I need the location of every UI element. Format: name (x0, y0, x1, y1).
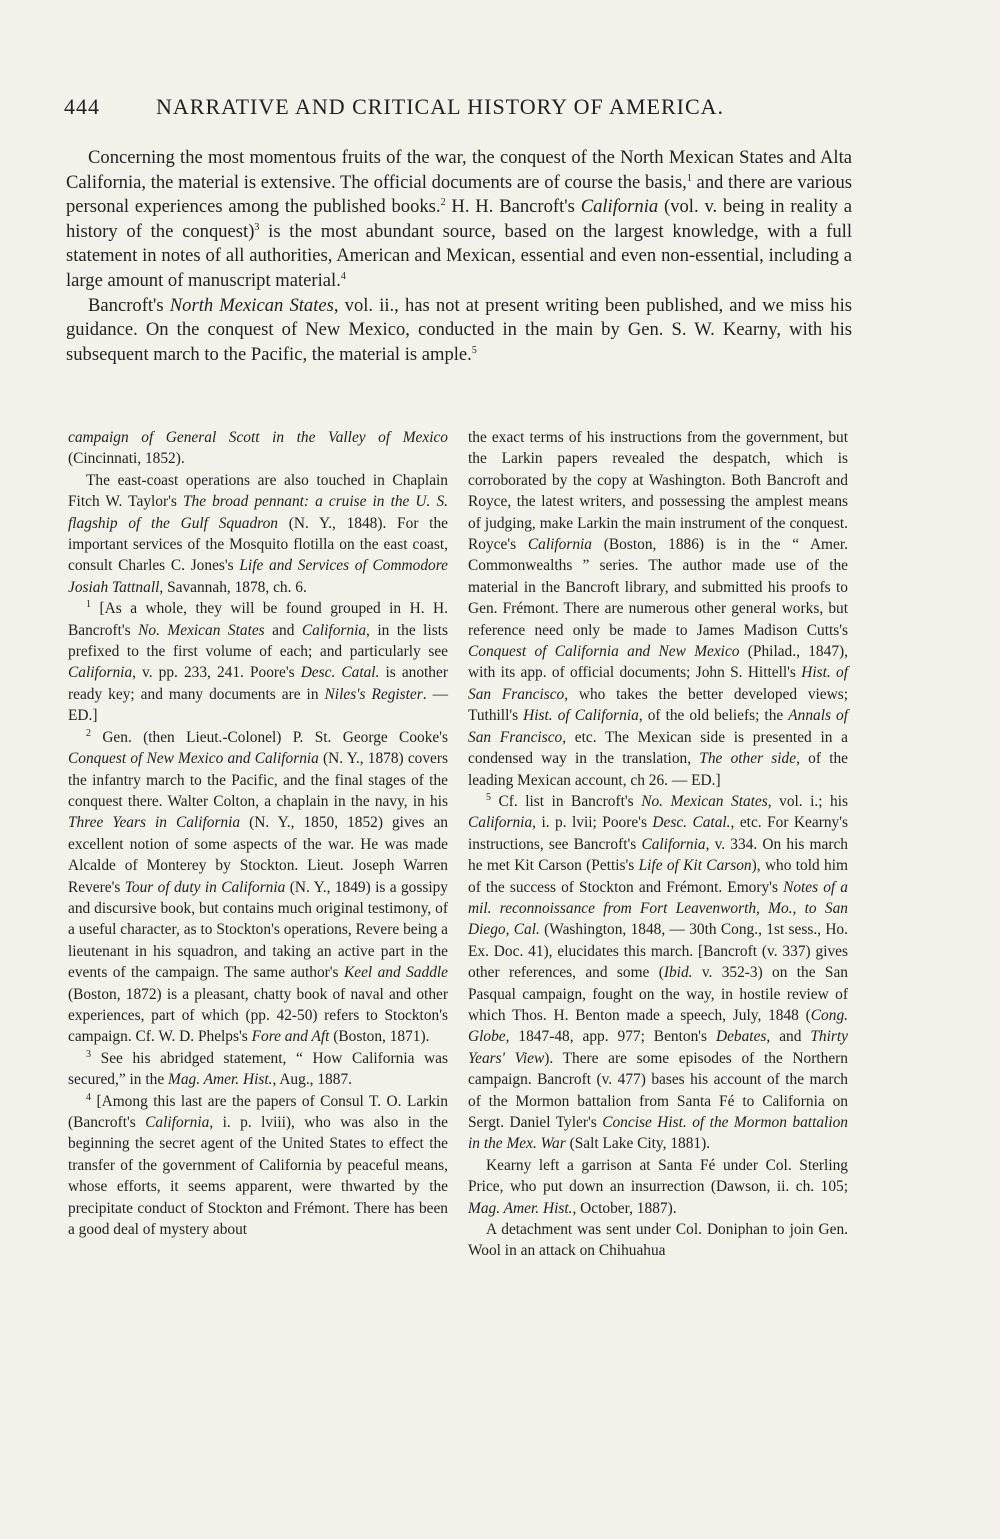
text-run: , i. p. lviii), who was also in the beginning the secret agent of the United States to effect the transfer of the government of California by peaceful means, whose efforts, it seems apparent, were thwarted by the precipitate conduct of Stockton and Frémont. There has been a good deal of mystery about (68, 1114, 448, 1239)
text-run: (N. Y., 1850, 1852) gives an excellent notion of some aspects of the war. He was made Alcalde of Monterey by Stockton. Lieut. Joseph Warren Revere's (68, 814, 449, 896)
text-run: (N. Y., 1848). For the important services of the Mosquito flotilla on the east coast, consult Charles C. Jones's (68, 514, 448, 575)
intro-text (66, 146, 852, 367)
text-run: ). There are some episodes of the Northern campaign. Bancroft (v. 477) bases his account of the march of the Mormon battalion from Santa Fé to California on Sergt. Daniel Tyler's (468, 1049, 848, 1131)
title-italic: Desc. Catal. (652, 814, 731, 832)
text-run: [As a whole, they will be found grouped in H. H. Bancroft's (68, 600, 448, 639)
title-italic: California (641, 835, 706, 853)
text-run: , etc. For Kearny's instructions, see Bancroft's (468, 814, 848, 853)
body-paragraph (468, 1219, 848, 1262)
text-run: Concerning the most momentous fruits of the war, the conquest of the North Mexican States and Alta California, the material is extensive. The official documents are of course the basis, (66, 147, 852, 193)
title-italic: Thirty Years' View (468, 1028, 848, 1067)
title-italic: Three Years in California (68, 814, 241, 832)
text-run: , i. p. lvii; Poore's (532, 814, 653, 832)
text-run: , v. pp. 233, 241. Poore's (132, 664, 301, 682)
text-run: v. 352-3) on the San Pasqual campaign, fought on the way, in hostile review of which Thos. H. Benton made a speech, July, 1848 ( (468, 964, 848, 1024)
text-run: H. H. Bancroft's (445, 196, 581, 218)
text-run: , and (766, 1028, 811, 1046)
text-run: (Boston, 1871). (329, 1028, 430, 1046)
text-run: , v. 334. On his march he met Kit Carson (Pettis's (468, 835, 848, 875)
footnote-5 (468, 791, 848, 1155)
footnote-4 (68, 1091, 448, 1241)
text-run: A detachment was sent under Col. Doniphan to join Gen. Wool in an attack on Chihuahua (468, 1221, 848, 1260)
text-run: Bancroft's (88, 294, 170, 316)
text-run: (Boston, 1886) is in the “ Amer. Commonwealths ” series. The author made use of the material in the Bancroft library, and submitted his proofs to Gen. Frémont. There are numerous other general works, but reference need only be made to James Madison Cutts's (468, 536, 848, 639)
text-run: , October, 1887). (572, 1199, 677, 1217)
footnote-number: 3 (86, 1048, 91, 1060)
text-run: (Salt Lake City, 1881). (565, 1135, 711, 1153)
footnote-ref: 2 (440, 197, 446, 208)
text-run: , Aug., 1887. (272, 1071, 352, 1089)
footnote-number: 1 (86, 599, 91, 611)
running-title: NARRATIVE AND CRITICAL HISTORY OF AMERICA. (156, 94, 725, 119)
left-footnote-column (68, 427, 448, 1240)
text-run: (Cincinnati, 1852). (68, 450, 185, 468)
title-italic: Life of Kit Carson (638, 857, 752, 875)
title-italic: campaign of General Scott in the Valley of Mexico (68, 429, 448, 446)
title-italic: Concise Hist. of the Mormon battalion in the Mex. War (468, 1114, 848, 1153)
text-run: ), who told him of the success of Stockton and Frémont. Emory's (468, 857, 848, 896)
text-run: and there are various personal experiences among the published books. (66, 171, 852, 218)
footnote-3 (68, 1048, 448, 1091)
title-italic: Tour of duty in California (124, 878, 286, 896)
title-italic: No. Mexican States (138, 621, 265, 639)
footnote-ref: 4 (340, 270, 346, 282)
title-italic: The other side (699, 750, 797, 768)
title-italic: California (580, 196, 659, 218)
title-italic: Desc. Catal. (300, 664, 380, 682)
title-italic: Life and Services of Commodore Josiah Tattnall (68, 557, 448, 596)
text-run: See his abridged statement, “ How California was secured,” in the (68, 1049, 448, 1089)
intro-paragraph (66, 294, 852, 368)
title-italic: California (301, 621, 367, 639)
body-paragraph (468, 1155, 848, 1219)
title-italic: Mag. Amer. Hist. (468, 1199, 573, 1217)
text-run: 1847-48, app. 977; Benton's (509, 1028, 716, 1046)
footnote-number: 2 (86, 727, 91, 739)
text-run: , Savannah, 1878, ch. 6. (159, 578, 307, 596)
text-run: is the most abundant source, based on the largest knowledge, with a full statement in notes of all authorities, American and Mexican, essential and even non-essential, including a large amount of manuscript material. (66, 220, 852, 291)
text-run: Kearny left a garrison at Santa Fé under Col. Sterling Price, who put down an insurrection (Dawson, ii. ch. 105; (468, 1156, 848, 1196)
text-run: (N. Y., 1878) covers the infantry march to the Pacific, and the final stages of the conquest there. Walter Colton, a chaplain in the navy, in his (68, 750, 448, 810)
title-italic: Keel and Saddle (343, 964, 449, 982)
title-italic: California (145, 1114, 210, 1131)
text-run: (Boston, 1872) is a pleasant, chatty book of naval and other experiences, part of which (pp. 42-50) refers to Stockton's campaign. Cf. W. D. Phelps's (68, 985, 448, 1046)
text-run: . — ED.] (68, 685, 449, 725)
footnote-number: 5 (486, 791, 491, 803)
text-run: and (264, 621, 302, 639)
title-italic: California (468, 814, 533, 832)
title-italic: California (68, 664, 133, 682)
title-italic: Hist. of California (523, 707, 639, 725)
footnote-ref: 3 (254, 221, 260, 233)
text-run: is another ready key; and many documents are in (68, 664, 448, 703)
footnote-paragraph (468, 427, 848, 791)
text-run: , of the leading Mexican account, ch 26. — ED.] (468, 750, 848, 789)
title-italic: The broad pennant: a cruise in the U. S. flagship of the Gulf Squadron (68, 493, 448, 532)
footnote-paragraph (68, 470, 448, 598)
text-run: The east-coast operations are also touched in Chaplain Fitch W. Taylor's (68, 471, 448, 511)
text-run: (N. Y., 1849) is a gossipy and discursive book, but contains much original testimony, of a useful character, as to Stockton's operations, Revere being a lieutenant in his squadron, and taking an active part in the events of the campaign. The same author's (68, 878, 449, 982)
footnote-ref: 5 (471, 344, 477, 356)
text-run: (Washington, 1848, — 30th Cong., 1st sess., Ho. Ex. Doc. 41), elucidates this march. [Bancroft (v. 337) gives other references, and some ( (468, 921, 848, 982)
text-run: (vol. v. being in reality a history of the conquest) (66, 196, 853, 242)
text-run: , in the lists prefixed to the first volume of each; and particularly see (68, 621, 448, 661)
title-italic: Cong. Globe, (468, 1006, 848, 1046)
text-run: Gen. (then Lieut.-Colonel) P. St. George Cooke's (91, 728, 448, 746)
title-italic: Conquest of California and New Mexico (468, 643, 740, 661)
title-italic: No. Mexican States (641, 792, 768, 810)
footnote-1 (68, 598, 448, 726)
title-italic: Notes of a mil. reconnoissance from Fort Leavenworth, Mo., to San Diego, Cal. (468, 878, 849, 939)
title-italic: Niles's Register (324, 685, 423, 703)
right-footnote-column (468, 427, 848, 1262)
text-run: , who takes the better developed views; Tuthill's (468, 685, 849, 725)
title-italic: Fore and Aft (251, 1028, 330, 1046)
page-number: 444 (64, 94, 100, 119)
text-run: the exact terms of his instructions from the government, but the Larkin papers revealed the despatch, which is corroborated by the copy at Washington. Both Bancroft and Royce, the latest writers, and possessing the amplest means of judging, make Larkin the main instrument of the conquest. Royce's (468, 429, 848, 554)
title-italic: Mag. Amer. Hist. (168, 1071, 273, 1089)
title-italic: Annals of San Francisco (468, 707, 849, 746)
text-run: , vol. ii., has not at present writing been published, and we miss his guidance. On the conquest of New Mexico, conducted in the main by Gen. S. W. Kearny, with his subsequent march to the Pacific, the material is ample. (66, 294, 852, 365)
title-italic: Conquest of New Mexico and California (68, 750, 319, 768)
footnote-2 (68, 727, 448, 1048)
text-run: , vol. i.; his (767, 792, 849, 810)
text-run: Cf. list in Bancroft's (491, 792, 642, 810)
footnote-number: 4 (86, 1091, 91, 1103)
title-italic: North Mexican States (169, 294, 334, 316)
title-italic: Hist. of San Francisco (468, 664, 848, 703)
title-italic: Debates (715, 1028, 767, 1046)
running-header (64, 94, 944, 120)
title-italic: Ibid. (663, 964, 693, 982)
footnote-ref: 1 (686, 172, 692, 184)
text-run: , etc. The Mexican side is presented in a condensed way in the translation, (468, 728, 848, 768)
text-run: (Philad., 1847), with its app. of official documents; John S. Hittell's (468, 643, 848, 682)
footnote-paragraph (68, 427, 448, 470)
text-run: , of the old beliefs; the (638, 707, 789, 725)
title-italic: California (527, 536, 592, 554)
intro-paragraph (66, 146, 852, 294)
text-run: [Among this last are the papers of Consul T. O. Larkin (Bancroft's (68, 1092, 448, 1131)
